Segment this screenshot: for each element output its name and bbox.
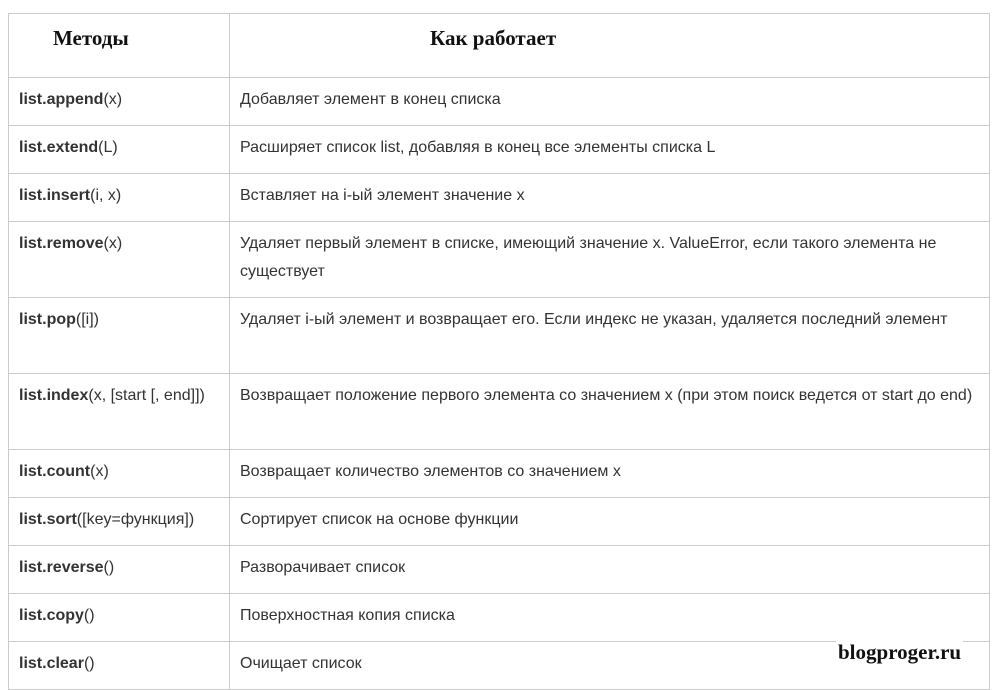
method-cell (9, 594, 230, 642)
method-name: list.reverse (19, 559, 104, 576)
table-row (9, 174, 990, 222)
method-args: (x, [start [, end]]) (88, 387, 205, 404)
description-cell: Сортирует список на основе функции (230, 498, 990, 546)
method-cell (9, 222, 230, 298)
method-cell (9, 126, 230, 174)
table-row (9, 126, 990, 174)
description-cell: Вставляет на i-ый элемент значение x (230, 174, 990, 222)
method-name: list.clear (19, 655, 84, 672)
description-cell: Поверхностная копия списка (230, 594, 990, 642)
method-cell (9, 374, 230, 450)
description-cell: Разворачивает список (230, 546, 990, 594)
method-cell (9, 298, 230, 374)
header-methods: Методы (9, 14, 230, 78)
description-cell: Возвращает положение первого элемента со значением x (при этом поиск ведется от start до end) (230, 374, 990, 450)
method-name: list.count (19, 463, 91, 480)
table-header-row (9, 14, 990, 78)
method-args: () (103, 559, 115, 576)
description-cell: Очищает список (230, 642, 990, 690)
method-name: list.copy (19, 607, 84, 624)
method-args: (i, x) (90, 187, 122, 204)
method-cell (9, 642, 230, 690)
description-cell: Расширяет список list, добавляя в конец все элементы списка L (230, 126, 990, 174)
method-args: (L) (98, 139, 118, 156)
method-name: list.remove (19, 235, 104, 252)
table-row (9, 374, 990, 450)
description-cell: Возвращает количество элементов со значением x (230, 450, 990, 498)
method-args: () (83, 607, 95, 624)
description-cell: Удаляет i-ый элемент и возвращает его. Если индекс не указан, удаляется последний элемент (230, 298, 990, 374)
description-cell: Удаляет первый элемент в списке, имеющий значение x. ValueError, если такого элемента не существует (230, 222, 990, 298)
method-name: list.sort (19, 511, 77, 528)
method-name: list.append (19, 91, 104, 108)
method-name: list.pop (19, 311, 76, 328)
site-watermark: blogproger.ru (838, 640, 962, 664)
description-cell: Добавляет элемент в конец списка (230, 78, 990, 126)
table-row (9, 594, 990, 642)
method-args: ([key=функция]) (76, 511, 195, 528)
method-cell (9, 546, 230, 594)
methods-table (8, 13, 990, 690)
table-row (9, 450, 990, 498)
method-args: (x) (90, 463, 109, 480)
method-args: (x) (103, 235, 123, 252)
table-row (9, 546, 990, 594)
method-args: () (83, 655, 95, 672)
method-args: ([i]) (75, 311, 99, 328)
method-cell (9, 78, 230, 126)
table-row (9, 298, 990, 374)
table-row (9, 78, 990, 126)
method-name: list.insert (19, 187, 91, 204)
table-row (9, 222, 990, 298)
method-name: list.index (19, 387, 89, 404)
method-args: (x) (103, 91, 123, 108)
table-row (9, 498, 990, 546)
method-name: list.extend (19, 139, 99, 156)
method-cell (9, 174, 230, 222)
method-cell (9, 450, 230, 498)
header-how-it-works: Как работает (230, 14, 990, 78)
method-cell (9, 498, 230, 546)
